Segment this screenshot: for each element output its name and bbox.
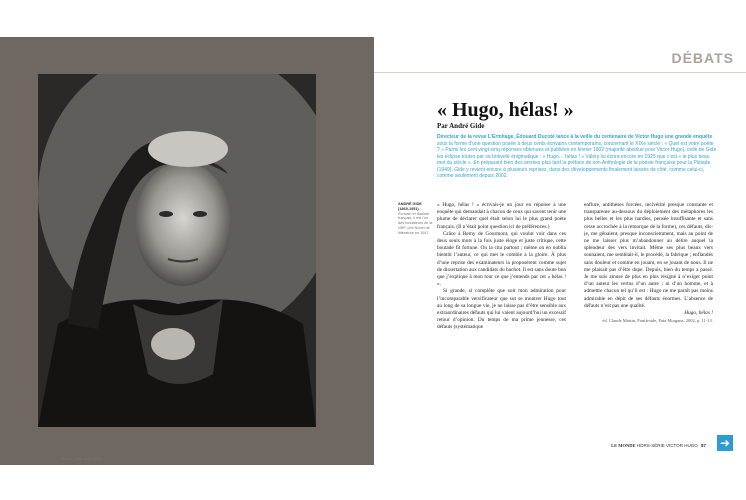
header-divider	[374, 72, 746, 73]
lede-text: sous la forme d’une question posée à deux cents écrivains contemporains, concernant le XIXe siècle : « Quel est votre poète ? » Parmi les cent vingt-cinq réponses obtenues et publiées en février 1902 (majorité absolue pour Victor Hugo), celle de Gide les éclipse toutes par sa brièveté énigmatique : « Hugo… hélas ! » Valéry lui écrira encore en 1925 que c’est « le plus beau mot du siècle ». En préparant bien des années plus tard la préface de son Anthologie de la poésie française pour la Pléiade (1949), Gide y revient encore à plusieurs reprises, dans des développements finalement laissés de côté, comme celui-ci, comme seulement depuis 2002.	[437, 140, 717, 179]
footer-brand: LE MONDE	[611, 443, 636, 448]
page-number: 87	[700, 443, 706, 448]
lede-bold: Directeur de la revue L’Ermitage, Édouard Ducoté lance à la veille du centenaire de Victor Hugo une grande enquête	[437, 134, 713, 140]
byline: Par André Gide	[437, 122, 485, 130]
article-title: « Hugo, hélas! »	[437, 99, 574, 121]
arrow-right-icon[interactable]: ➜	[717, 435, 733, 451]
page-footer	[611, 443, 706, 448]
right-page	[374, 37, 746, 465]
paragraph: enflure, antithèses forcées, incivérité presque constante et transparente au-dessous du déploiement des métaphores les plus belles et les plus hardies, pensée insuffisante et sans cesse accrochée à la remorque de la forme), ces défauts, dis-je, me gênaient, presque inconsciemment, mais au point de ne me laisser plus m’abandonner au délire auquel la splendeur des vers invitait. Même ses plus beaux vers sonnaient, me semblait-il, le procédé, la fabrique ; enflandés sans douleur et comme en jouant, en se jouant de nous. Il ne me plaisait pas d’être dupe. Depuis, bien du temps a passé. Je me suis amusé de plus en plus résigné à n’exiger point d’un auteur les vertus d’un autre ; ni d’un homme, et à admettre chacun tel qu’il est : Hugo ne me paraît pas moins admirable en dépit de ses défauts énormes. L’absence de défauts n’est pas une qualité.	[584, 202, 713, 309]
portrait-photo	[38, 74, 316, 427]
sidebar-name: ANDRÉ GIDE	[398, 202, 422, 206]
paragraph: « Hugo, hélas ! » écrivais-je un jour en réponse à une enquête qui demandait à chacun de ceux qui savent tenir une plume de déclarer quel était selon lui le plus grand poète français. (Il n’était point question ici de préférences.)	[437, 202, 566, 230]
sidebar-text: Écrivain et diariste français, il est l’un des fondateurs de la NRF, prix Nobel de littérature en 1947.	[398, 211, 433, 235]
footer-text: HORS-SÉRIE VICTOR HUGO	[636, 443, 698, 448]
source-title: Hugo, hélas !	[684, 310, 713, 317]
left-page	[0, 37, 374, 465]
photo-caption: André Gide vers 1930.	[62, 456, 103, 461]
source-reference: éd. Claude Martin, Fontfroide, Fata Morgana, 2002, p. 11-13.	[602, 318, 713, 324]
article-column-1	[437, 202, 566, 332]
author-sidebar	[398, 202, 434, 236]
sidebar-dates: (1869-1951)	[398, 206, 419, 211]
portrait-illustration	[38, 74, 316, 427]
article-column-2	[584, 202, 713, 324]
lede	[437, 134, 717, 180]
paragraph: Si grande, si complète que soit mon admiration pour l’incomparable versificateur que sut se montrer Hugo tout au long de sa longue vie, je ne laisse pas d’être sensible aux extraordinaires défauts qui lui valent aujourd’hui un excessif retour d’opinion. Du temps de ma prime jeunesse, ces défauts (systématique	[437, 288, 566, 331]
section-tag: DÉBATS	[671, 50, 734, 66]
paragraph: Grâce à Remy de Gourmont, qui voulut voir dans ces deux seuls mots à la fois juste éloge et juste critique, cette boutade fit fortune. On la cita partout ; même on en oublia bientôt l’auteur, ce qui met le comble à la gloire. À plus d’une reprise des examinateurs la proposèrent comme sujet de dissertation aux candidats du bachot. Il est sans doute bon que j’explique à mon tour ce que j’entends par cet « hélas ! ».	[437, 230, 567, 288]
